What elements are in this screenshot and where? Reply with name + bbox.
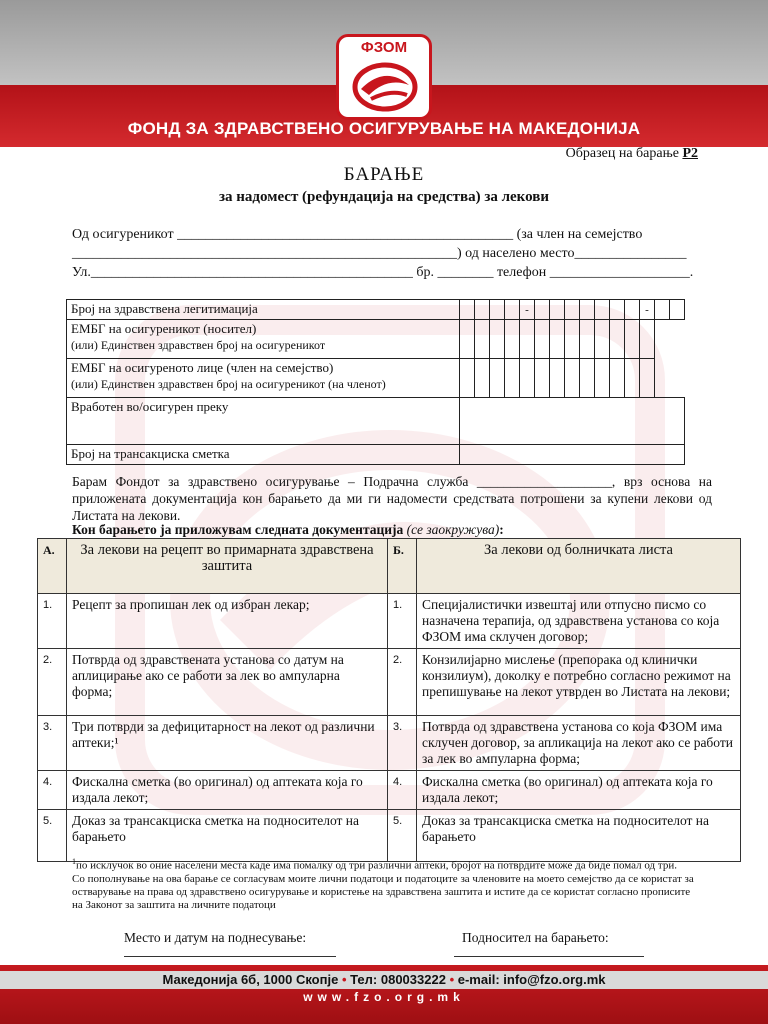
dash-cell: - bbox=[520, 300, 535, 320]
footer-separator: • bbox=[449, 972, 455, 987]
doc-row-number-b[interactable]: 4. bbox=[388, 771, 417, 810]
account-label: Број на трансакциска сметка bbox=[67, 445, 460, 465]
doc-item-b[interactable]: Конзилијарно мислење (препорака од клинички конзилиум), доколку е потребно согласно режимот на препишување на лекот утврден во Листата на лекови; bbox=[417, 649, 741, 716]
footer-contact bbox=[0, 971, 768, 989]
embg-holder-row bbox=[67, 320, 685, 359]
employer-label: Вработен во/осигурен преку bbox=[67, 398, 460, 445]
footer-website-link[interactable]: www.fzo.org.mk bbox=[303, 990, 465, 1004]
empty-cell bbox=[655, 320, 670, 359]
digit-cell[interactable] bbox=[520, 359, 535, 398]
col-a-title bbox=[67, 539, 388, 594]
doc-table-header bbox=[38, 539, 741, 594]
street-phone-line[interactable]: Ул.______________________________________________ бр. ________ телефон ____________________. bbox=[72, 265, 694, 280]
account-row bbox=[67, 445, 685, 465]
family-member-place-line[interactable]: _______________________________________________________) од населено место________________ bbox=[72, 246, 687, 261]
request-paragraph: Барам Фондот за здравствено осигурување – Подрачна служба ____________________, врз основа на приложената документација кон барањето да ми ги надомести средствата потрошени за купени лекови од Листата на лекови. bbox=[72, 474, 712, 523]
digit-cell[interactable] bbox=[490, 359, 505, 398]
doc-row-number-a[interactable]: 2. bbox=[38, 649, 67, 716]
employer-field[interactable] bbox=[460, 398, 685, 445]
digit-cell[interactable] bbox=[490, 300, 505, 320]
embg-member-text: ЕМБГ на осигуреното лице (член на семејство) bbox=[71, 360, 334, 375]
digit-cell[interactable] bbox=[490, 320, 505, 359]
doc-row-number-a[interactable]: 1. bbox=[38, 594, 67, 649]
digit-cell[interactable] bbox=[460, 320, 475, 359]
digit-cell[interactable] bbox=[595, 320, 610, 359]
col-b-mark: Б. bbox=[388, 539, 417, 594]
health-id-row bbox=[67, 300, 685, 320]
signature-field[interactable] bbox=[454, 956, 644, 957]
insured-name-line[interactable]: Од осигуреникот ________________________________________________ (за член на семејство bbox=[72, 227, 643, 242]
documentation-table bbox=[37, 538, 741, 862]
fund-name: ФОНД ЗА ЗДРАВСТВЕНО ОСИГУРУВАЊЕ НА МАКЕДОНИЈА bbox=[127, 119, 641, 138]
digit-cell[interactable] bbox=[565, 320, 580, 359]
health-id-label: Број на здравствена легитимација bbox=[67, 300, 460, 320]
col-a-title-text: За лекови на рецепт во примарната здравствена заштита bbox=[80, 542, 374, 574]
logo-text: ФЗОМ bbox=[360, 39, 408, 56]
digit-cell[interactable] bbox=[625, 320, 640, 359]
doc-item-a[interactable]: Три потврди за дефицитарност на лекот од различни аптеки;¹ bbox=[67, 716, 388, 771]
digit-cell[interactable] bbox=[520, 320, 535, 359]
doc-item-b[interactable]: Доказ за трансакциска сметка на подносителот на барањето bbox=[417, 810, 741, 862]
embg-member-row bbox=[67, 359, 685, 398]
doc-row-number-b[interactable]: 2. bbox=[388, 649, 417, 716]
footer-email[interactable]: e-mail: info@fzo.org.mk bbox=[457, 972, 606, 987]
empty-cell bbox=[655, 359, 670, 398]
digit-cell[interactable] bbox=[505, 300, 520, 320]
footnote-mark: 1 bbox=[72, 857, 76, 866]
embg-holder-label bbox=[67, 320, 460, 359]
footnote-1-text: по исклучок во оние населени места каде има помалку од три различни аптеки, бројот на потврдите може да биде помал од три. bbox=[76, 859, 677, 872]
attachments-text: Кон барањето ја приложувам следната документација bbox=[72, 522, 404, 537]
footnote-1 bbox=[72, 855, 702, 873]
digit-cell[interactable] bbox=[535, 320, 550, 359]
digit-cell[interactable] bbox=[475, 359, 490, 398]
embg-holder-alt-text: (или) Единствен здравствен број на осигуреникот bbox=[71, 338, 326, 352]
digit-cell[interactable] bbox=[595, 300, 610, 320]
digit-cell[interactable] bbox=[565, 300, 580, 320]
doc-item-b[interactable]: Специјалистички извештај или отпусно писмо со назначена терапија, од здравствена установа со која ФЗОМ има склучен договор; bbox=[417, 594, 741, 649]
digit-cell[interactable] bbox=[580, 359, 595, 398]
digit-cell[interactable] bbox=[535, 300, 550, 320]
doc-row-number-b[interactable]: 5. bbox=[388, 810, 417, 862]
footer-address: Македонија 6б, 1000 Скопје bbox=[162, 972, 339, 987]
dash-cell: - bbox=[640, 300, 655, 320]
doc-row-number-a[interactable]: 4. bbox=[38, 771, 67, 810]
place-date-field[interactable] bbox=[124, 956, 336, 957]
digit-cell[interactable] bbox=[475, 300, 490, 320]
form-code-label: Образец на барање bbox=[565, 146, 679, 161]
doc-item-a[interactable]: Фискална сметка (во оригинал) од аптеката која го издала лекот; bbox=[67, 771, 388, 810]
logo-emblem-icon bbox=[347, 59, 423, 115]
digit-cell[interactable] bbox=[655, 300, 670, 320]
col-a-mark: А. bbox=[38, 539, 67, 594]
digit-cell[interactable] bbox=[610, 300, 625, 320]
account-field[interactable] bbox=[460, 445, 685, 465]
doc-row[interactable] bbox=[38, 594, 741, 649]
place-date-label: Место и датум на поднесување: bbox=[124, 930, 307, 945]
doc-row-number-a[interactable]: 3. bbox=[38, 716, 67, 771]
embg-member-label bbox=[67, 359, 460, 398]
digit-cell[interactable] bbox=[595, 359, 610, 398]
footer-separator: • bbox=[341, 972, 347, 987]
doc-row-number-a[interactable]: 5. bbox=[38, 810, 67, 862]
digit-cell[interactable] bbox=[640, 320, 655, 359]
digit-cell[interactable] bbox=[460, 359, 475, 398]
doc-row[interactable] bbox=[38, 649, 741, 716]
digit-cell[interactable] bbox=[550, 320, 565, 359]
doc-row-number-b[interactable]: 3. bbox=[388, 716, 417, 771]
doc-item-a[interactable]: Доказ за трансакциска сметка на подносителот на барањето bbox=[67, 810, 388, 862]
form-code-value: P2 bbox=[682, 146, 698, 161]
digit-cell[interactable] bbox=[610, 359, 625, 398]
page-title: БАРАЊЕ bbox=[343, 164, 425, 185]
doc-row[interactable] bbox=[38, 771, 741, 810]
doc-row[interactable] bbox=[38, 716, 741, 771]
digit-cell[interactable] bbox=[625, 359, 640, 398]
doc-item-b[interactable]: Потврда од здравствена установа со која ФЗОМ има склучен договор, за апликација на лекот ако се работи за лек во ампуларна форма; bbox=[417, 716, 741, 771]
digit-cell[interactable] bbox=[610, 320, 625, 359]
digit-cell[interactable] bbox=[640, 359, 655, 398]
id-table bbox=[66, 299, 685, 465]
digit-cell[interactable] bbox=[535, 359, 550, 398]
attachments-note: (се заокружува) bbox=[406, 522, 500, 537]
attachments-colon: : bbox=[499, 522, 504, 537]
digit-cell[interactable] bbox=[505, 359, 520, 398]
footnotes bbox=[72, 855, 702, 912]
form-code bbox=[566, 146, 698, 162]
page-subtitle: за надомест (рефундација на средства) за лекови bbox=[219, 189, 549, 205]
doc-item-a[interactable]: Рецепт за пропишан лек од избран лекар; bbox=[67, 594, 388, 649]
digit-cell[interactable] bbox=[550, 300, 565, 320]
footer-phone: Тел: 080033222 bbox=[350, 972, 446, 987]
digit-cell[interactable] bbox=[460, 300, 475, 320]
doc-item-b[interactable]: Фискална сметка (во оригинал) од аптеката која го издала лекот; bbox=[417, 771, 741, 810]
empty-cell bbox=[670, 320, 685, 359]
employer-row bbox=[67, 398, 685, 445]
attachments-heading bbox=[72, 522, 504, 538]
empty-cell bbox=[670, 359, 685, 398]
digit-cell[interactable] bbox=[565, 359, 580, 398]
signer-label: Подносител на барањето: bbox=[462, 930, 609, 945]
digit-cell[interactable] bbox=[505, 320, 520, 359]
digit-cell[interactable] bbox=[580, 300, 595, 320]
digit-cell[interactable] bbox=[475, 320, 490, 359]
col-b-title-text: За лекови од болничката листа bbox=[484, 542, 673, 558]
embg-holder-text: ЕМБГ на осигуреникот (носител) bbox=[71, 321, 257, 336]
embg-member-alt-text: (или) Единствен здравствен број на осигуреникот (на членот) bbox=[71, 377, 386, 391]
doc-item-a[interactable]: Потврда од здравствената установа со датум на аплицирање ако се работи за лек во ампуларна форма; bbox=[67, 649, 388, 716]
doc-row[interactable] bbox=[38, 810, 741, 862]
digit-cell[interactable] bbox=[580, 320, 595, 359]
doc-row-number-b[interactable]: 1. bbox=[388, 594, 417, 649]
consent-text: Со пополнување на ова барање се согласувам моите лични податоци и податоците за членовите на моето семејство да се користат за остварување на права од здравствено осигурување и користење на здравствена заштита и истите да се користат согласно прописите на Законот за заштита на личните податоци bbox=[72, 872, 694, 911]
digit-cell[interactable] bbox=[550, 359, 565, 398]
digit-cell[interactable] bbox=[625, 300, 640, 320]
digit-cell[interactable] bbox=[670, 300, 685, 320]
fzom-logo bbox=[336, 34, 432, 120]
col-b-title bbox=[417, 539, 741, 594]
